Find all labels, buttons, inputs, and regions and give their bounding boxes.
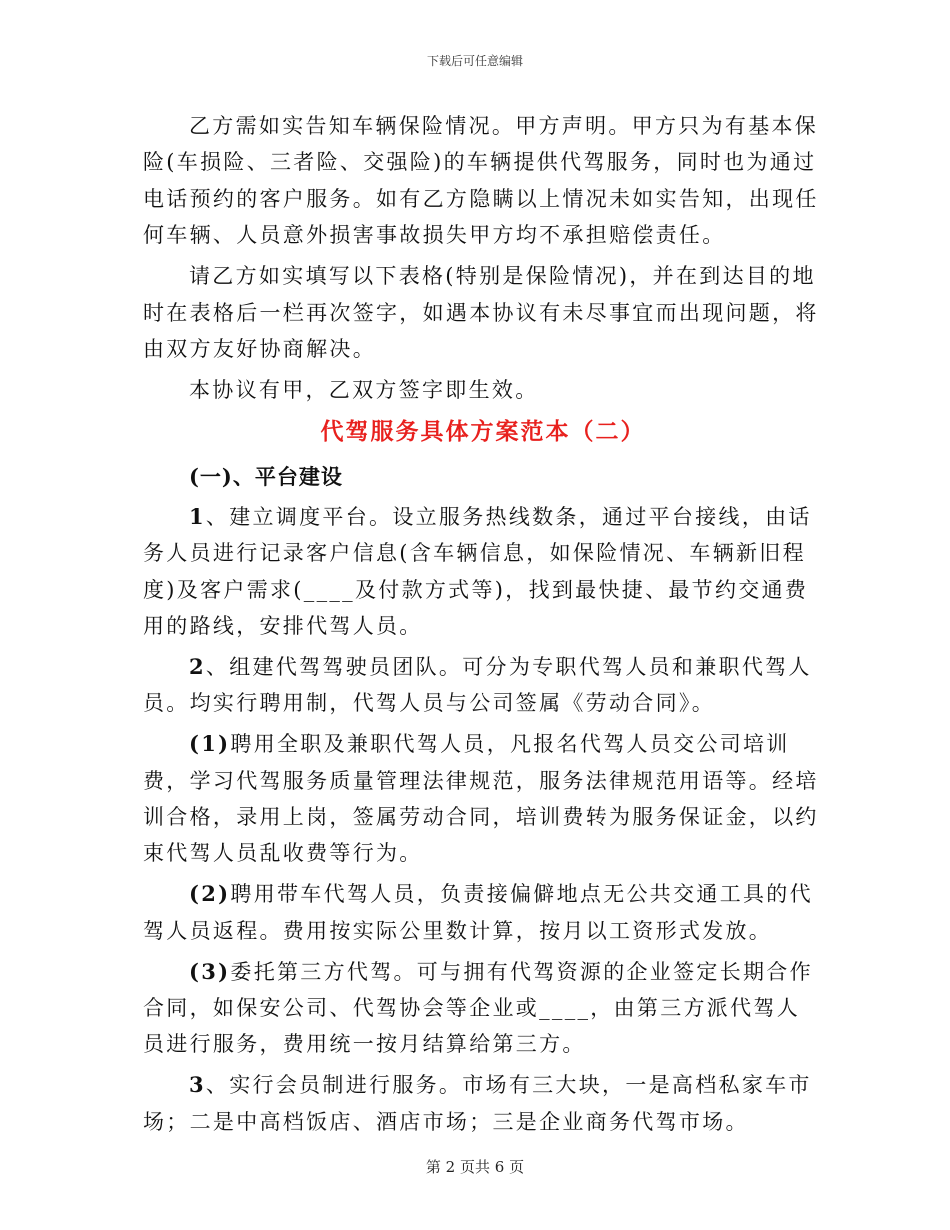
page-footer-page-number: 第 2 页共 6 页 xyxy=(425,1158,525,1176)
item-text: 委托第三方代驾。可与拥有代驾资源的企业签定长期合作合同，如保安公司、代驾协会等企业或____，由第三方派代驾人员进行服务，费用统一按月结算给第三方。 xyxy=(143,959,813,1057)
document-body xyxy=(143,108,823,1145)
list-item-fulltime-parttime xyxy=(143,726,823,872)
section-heading: (一)、平台建设 xyxy=(189,463,343,489)
item-text: 、组建代驾驾驶员团队。可分为专职代驾人员和兼职代驾人员。均实行聘用制，代驾人员与公司签属《劳动合同》。 xyxy=(143,654,812,716)
item-text: 、建立调度平台。设立服务热线数条，通过平台接线，由话务人员进行记录客户信息(含车辆信息，如保险情况、车辆新旧程度)及客户需求(____及付款方式等)，找到最快捷、最节约交通费用的路线，安排代驾人员。 xyxy=(143,504,812,638)
paragraph-form-instructions: 请乙方如实填写以下表格(特别是保险情况)，并在到达目的地时在表格后一栏再次签字，如遇本协议有未尽事宜而出现问题，将由双方友好协商解决。 xyxy=(143,264,819,361)
paragraph-insurance-notice: 乙方需如实告知车辆保险情况。甲方声明。甲方只为有基本保险(车损险、三者险、交强险)的车辆提供代驾服务，同时也为通过电话预约的客户服务。如有乙方隐瞒以上情况未如实告知，出现任何车辆、人员意外损害事故损失甲方均不承担赔偿责任。 xyxy=(143,114,819,248)
item-number: (2) xyxy=(189,881,231,907)
item-text: 聘用带车代驾人员，负责接偏僻地点无公共交通工具的代驾人员返程。费用按实际公里数计算，按月以工资形式发放。 xyxy=(143,882,813,943)
list-item-third-party xyxy=(143,954,823,1063)
list-item-membership xyxy=(143,1067,823,1140)
list-item-driver-team xyxy=(143,649,823,722)
item-number: 2 xyxy=(189,653,206,679)
list-item-dispatch-platform xyxy=(143,499,823,645)
page-header-note: 下载后可任意编辑 xyxy=(426,54,523,68)
document-title: 代驾服务具体方案范本（二） xyxy=(320,417,646,445)
item-text: 、实行会员制进行服务。市场有三大块，一是高档私家车市场；二是中高档饭店、酒店市场；三是企业商务代驾市场。 xyxy=(143,1073,812,1134)
paragraph-agreement-effective: 本协议有甲，乙双方签字即生效。 xyxy=(189,377,539,402)
item-number: (3) xyxy=(189,958,231,984)
item-text: 聘用全职及兼职代驾人员，凡报名代驾人员交公司培训费，学习代驾服务质量管理法律规范，服务法律规范用语等。经培训合格，录用上岗，签属劳动合同，培训费转为服务保证金，以约束代驾人员乱收费等行为。 xyxy=(143,732,819,866)
item-number: (1) xyxy=(189,731,231,757)
list-item-with-car-drivers xyxy=(143,876,823,949)
item-number: 3 xyxy=(189,1072,206,1098)
item-number: 1 xyxy=(189,503,206,529)
